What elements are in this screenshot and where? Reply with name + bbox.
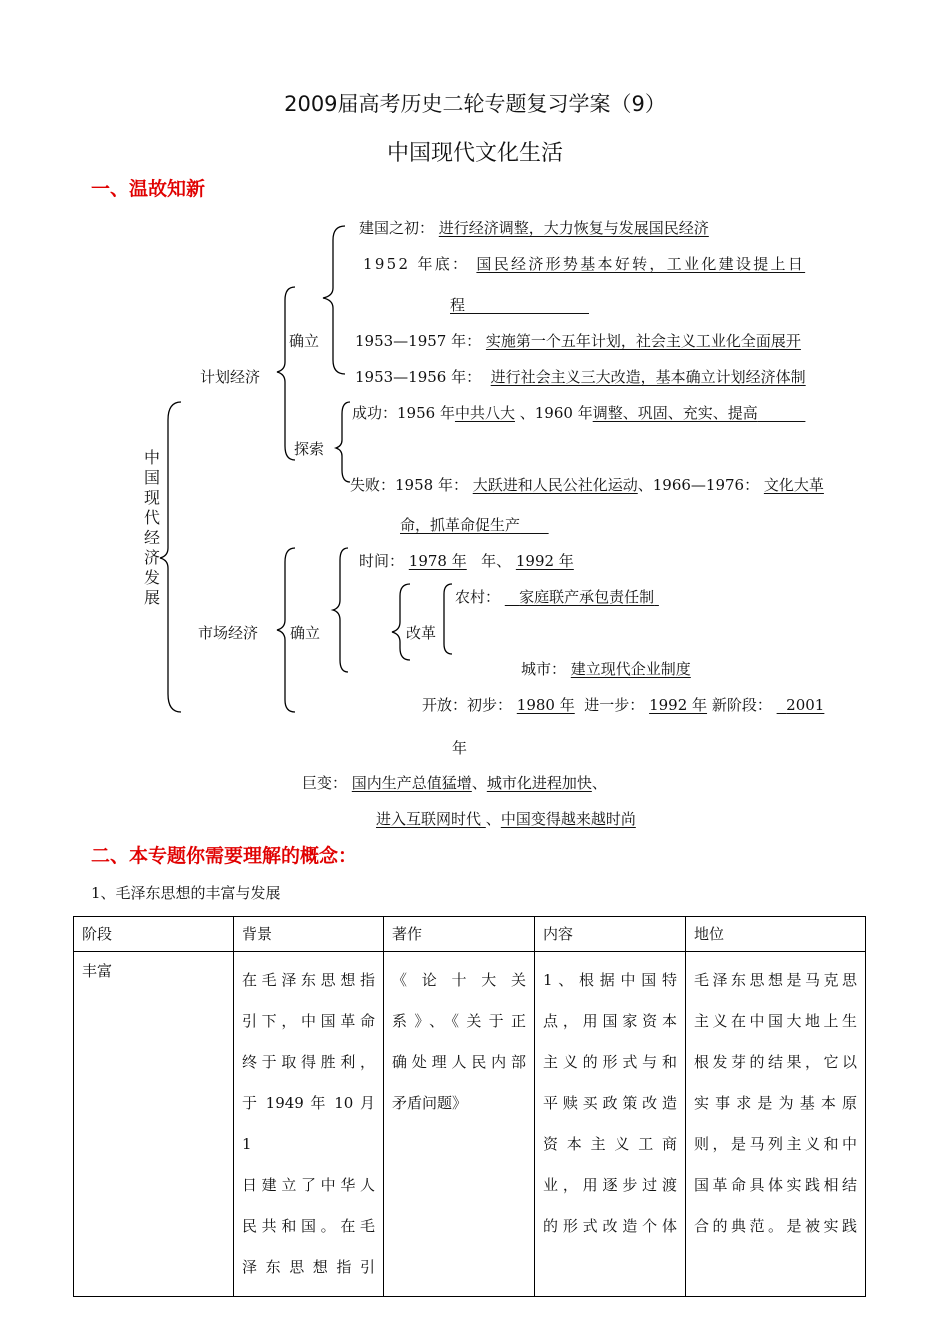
section-heading-1: 一、温故知新 bbox=[91, 178, 206, 200]
table-header-row bbox=[74, 917, 866, 952]
brace-plan bbox=[277, 287, 295, 460]
line-urban: 城市： 建立现代企业制度 bbox=[521, 660, 691, 678]
cell-stage: 丰富 bbox=[74, 952, 234, 1297]
brace-reform-inner bbox=[444, 584, 452, 654]
line-failure: 失败：1958 年： 大跃进和人民公社化运动、1966—1976： 文化大革 bbox=[350, 476, 824, 494]
brace-establish bbox=[323, 226, 345, 374]
cell-background: 在毛泽东思想指 引下，中国革命 终于取得胜利， 于 1949 年 10 月 1 日建立了中华人 民共和国。在毛 泽东思想指引 bbox=[234, 952, 384, 1297]
line-failure-cont: 命，抓革命促生产 bbox=[400, 516, 521, 534]
line-1952: 1952 年底： 国民经济形势基本好转，工业化建设提上日 bbox=[363, 255, 806, 273]
plan-economy-label: 计划经济 bbox=[200, 368, 261, 386]
line-success: 成功：1956 年中共八大 、1960 年调整、巩固、充实、提高 bbox=[352, 404, 758, 422]
explore-label: 探索 bbox=[294, 440, 325, 458]
root-label: 中国现代经济发展 bbox=[143, 448, 160, 607]
reform-label: 改革 bbox=[406, 624, 437, 642]
doc-title: 2009届高考历史二轮专题复习学案（9） bbox=[284, 92, 666, 116]
header-works: 著作 bbox=[384, 917, 535, 952]
line-1953-1957: 1953—1957 年： 实施第一个五年计划，社会主义工业化全面展开 bbox=[355, 332, 801, 350]
header-stage: 阶段 bbox=[74, 917, 234, 952]
table-row bbox=[74, 952, 866, 1297]
header-status: 地位 bbox=[686, 917, 866, 952]
brace-establish2 bbox=[333, 548, 348, 672]
line-changes: 巨变： 国内生产总值猛增、城市化进程加快、 bbox=[302, 774, 607, 792]
market-economy-label: 市场经济 bbox=[198, 624, 259, 642]
doc-subtitle: 中国现代文化生活 bbox=[386, 141, 563, 166]
subheading-1: 1、毛泽东思想的丰富与发展 bbox=[91, 884, 281, 902]
line-time: 时间： 1978 年 年、 1992 年 bbox=[359, 552, 574, 570]
line-opening-cont: 年 bbox=[452, 739, 468, 757]
cell-status: 毛泽东思想是马克思 主义在中国大地上生 根发芽的结果，它以 实事求是为基本原 则，是马列主义和中 国革命具体实践相结 合的典范。是被实践 bbox=[686, 952, 866, 1297]
establish2-label: 确立 bbox=[290, 624, 321, 642]
cell-works: 《论十大关 系》、《关于正 确处理人民内部 矛盾问题》 bbox=[384, 952, 535, 1297]
section-heading-2: 二、本专题你需要理解的概念： bbox=[91, 845, 358, 867]
line-changes-cont: 进入互联网时代 、中国变得越来越时尚 bbox=[376, 810, 636, 828]
line-1952-cont: 程 bbox=[450, 296, 466, 314]
mao-thought-table bbox=[73, 916, 866, 1297]
line-founding: 建国之初： 进行经济调整，大力恢复与发展国民经济 bbox=[359, 219, 709, 237]
brace-explore bbox=[336, 402, 350, 482]
header-content: 内容 bbox=[535, 917, 686, 952]
cell-content: 1、根据中国特 点，用国家资本 主义的形式与和 平赎买政策改造 资本主义工商 业，用逐步过渡 的形式改造个体 bbox=[535, 952, 686, 1297]
line-opening: 开放：初步： 1980 年 进一步： 1992 年 新阶段： 2001 bbox=[422, 696, 825, 714]
line-1953-1956: 1953—1956 年： 进行社会主义三大改造，基本确立计划经济体制 bbox=[355, 368, 806, 386]
brace-root bbox=[160, 402, 181, 712]
line-rural: 农村： 家庭联产承包责任制 bbox=[455, 588, 655, 606]
establish-label: 确立 bbox=[289, 332, 320, 350]
header-background: 背景 bbox=[234, 917, 384, 952]
